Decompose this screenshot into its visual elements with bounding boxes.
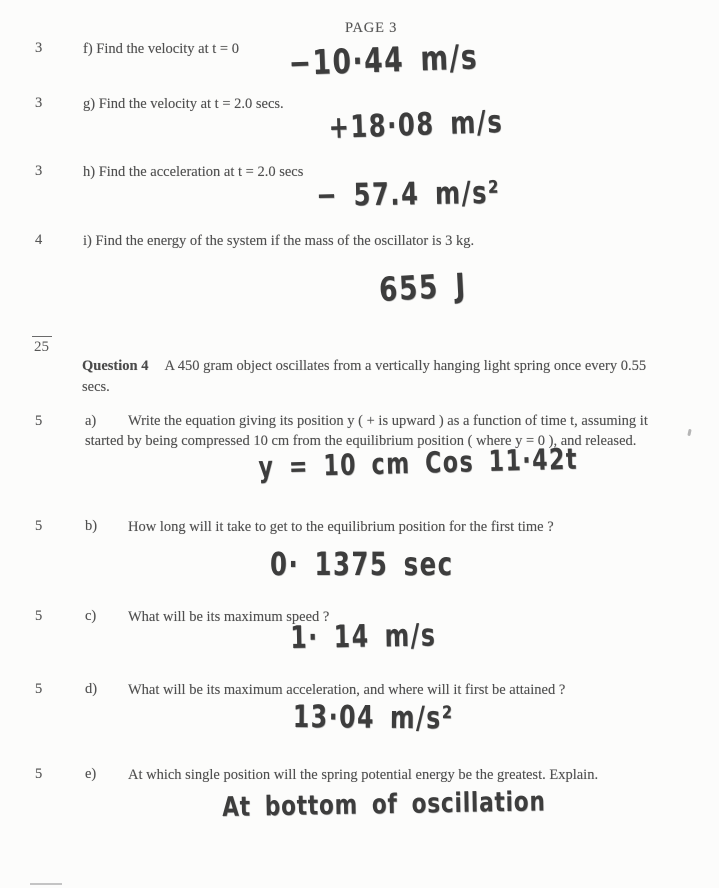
marks-i: 4	[35, 232, 43, 248]
answer-d-handwritten: 13·04 m/s²	[292, 699, 454, 737]
marks-h: 3	[35, 163, 43, 179]
part-c-text: What will be its maximum speed ?	[128, 609, 330, 625]
answer-e-handwritten: At bottom of oscillation	[222, 786, 546, 823]
question4-intro	[82, 356, 682, 398]
part-a-text-line2: started by being compressed 10 cm from the equilibrium position ( where y = 0 ), and released.	[85, 432, 637, 449]
question-h-text: h) Find the acceleration at t = 2.0 secs	[83, 164, 304, 180]
marks-e: 5	[35, 766, 43, 782]
answer-b-handwritten: 0· 1375 sec	[270, 545, 454, 583]
question-f-text: f) Find the velocity at t = 0	[83, 41, 239, 57]
question-g-text: g) Find the velocity at t = 2.0 secs.	[83, 96, 284, 112]
answer-a-handwritten: y = 10 cm Cos 11·42t	[258, 441, 579, 484]
answer-c-handwritten: 1· 14 m/s	[290, 617, 437, 656]
page-title: PAGE 3	[345, 20, 398, 36]
part-a-text	[85, 412, 713, 451]
part-d-letter: d)	[85, 681, 98, 697]
part-e-text: At which single position will the spring potential energy be the greatest. Explain.	[128, 767, 599, 783]
part-d-text: What will be its maximum acceleration, and where will it first be attained ?	[128, 682, 566, 698]
marks-a: 5	[35, 413, 43, 429]
answer-h-handwritten: − 57.4 m/s²	[316, 174, 501, 214]
answer-f-handwritten: −10·44 m/s	[288, 37, 479, 84]
part-a-text-line1: Write the equation giving its position y ( + is upward ) as a function of time t, assuming it	[128, 413, 648, 429]
part-e-letter: e)	[85, 766, 97, 782]
part-b-text: How long will it take to get to the equilibrium position for the first time ?	[128, 519, 554, 535]
answer-i-handwritten: 655 J	[378, 265, 468, 309]
section-subtotal: 25	[32, 336, 52, 356]
scan-artifact-line	[30, 883, 62, 885]
part-c-letter: c)	[85, 608, 97, 624]
question4-intro-line1: A 450 gram object oscillates from a vertically hanging light spring once every 0.55	[164, 358, 647, 374]
question4-intro-line2: secs.	[82, 379, 110, 395]
marks-g: 3	[35, 95, 43, 111]
part-b-letter: b)	[85, 518, 98, 534]
question-i-text: i) Find the energy of the system if the mass of the oscillator is 3 kg.	[83, 233, 475, 249]
answer-g-handwritten: +18·08 m/s	[328, 103, 504, 146]
marks-c: 5	[35, 608, 43, 624]
marks-b: 5	[35, 518, 43, 534]
marks-d: 5	[35, 681, 43, 697]
question4-label: Question 4	[82, 358, 149, 374]
part-a-letter: a)	[85, 413, 97, 429]
marks-f: 3	[35, 40, 43, 56]
